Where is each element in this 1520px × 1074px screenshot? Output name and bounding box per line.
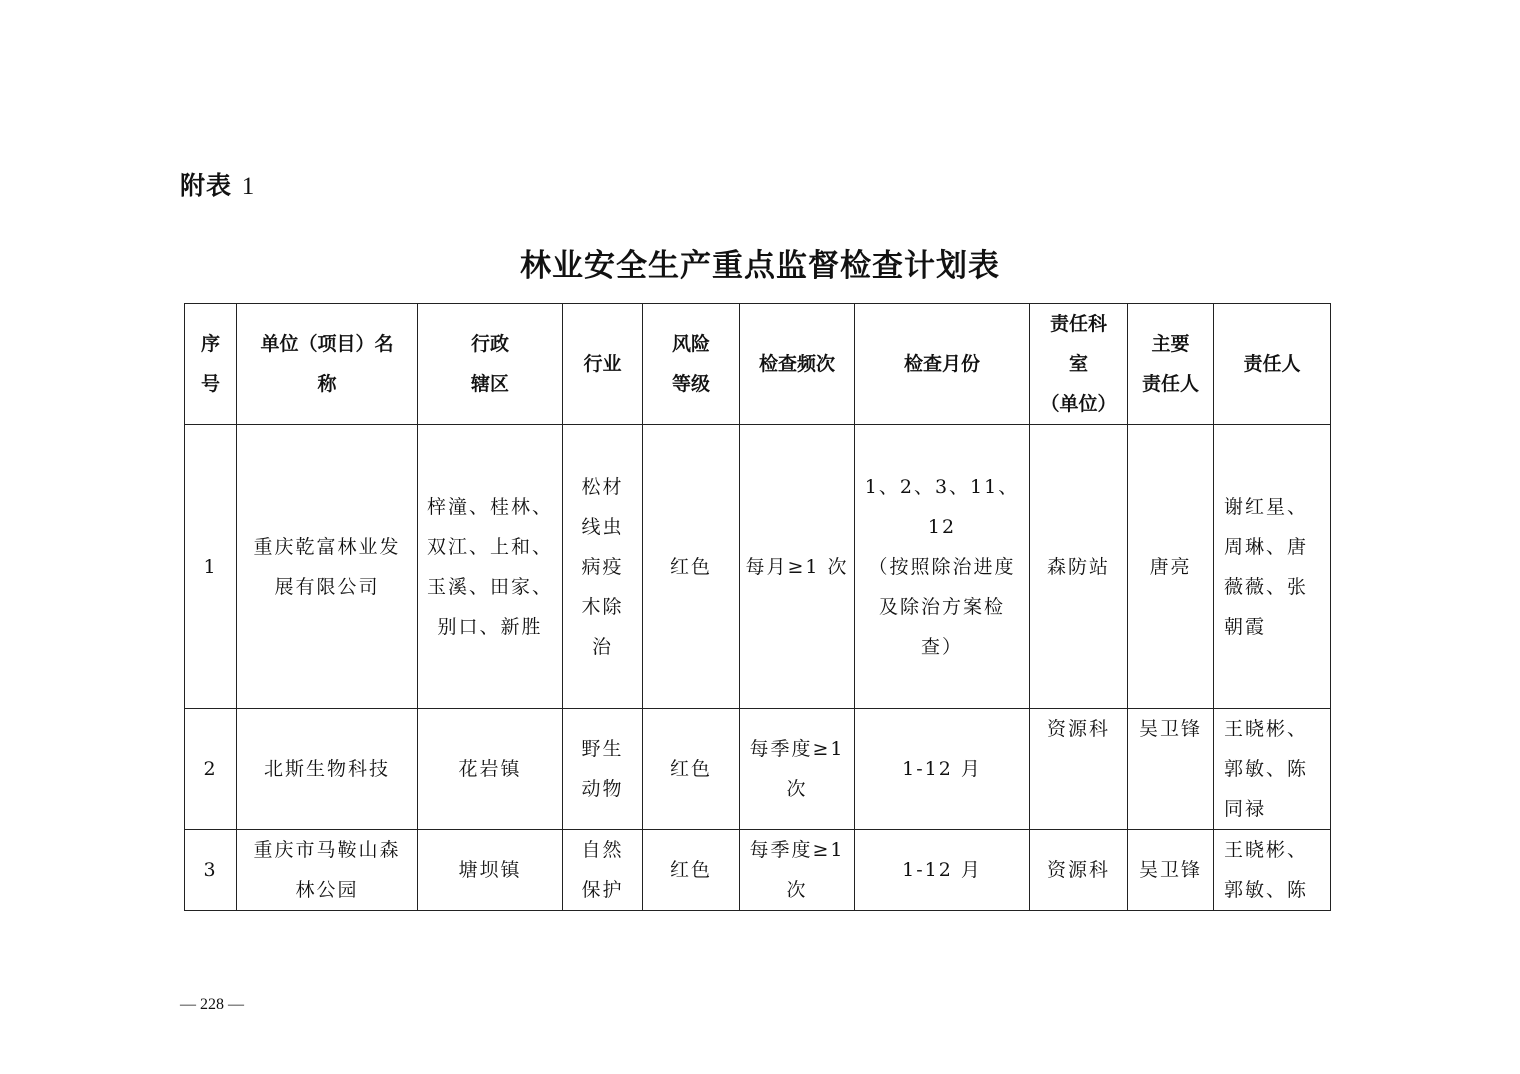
row3-freq [740, 830, 855, 911]
header-unit-line: 称 [317, 373, 337, 395]
header-dept-line: （单位） [1040, 393, 1117, 415]
row1-industry-line: 治 [591, 635, 613, 658]
header-row [185, 304, 1331, 425]
row1-district [418, 425, 563, 709]
header-risk-line: 风险 [671, 333, 710, 355]
row1-month [855, 425, 1030, 709]
row3-industry-line: 保护 [581, 879, 624, 901]
header-risk [643, 304, 740, 425]
row2-district: 花岩镇 [418, 709, 563, 830]
row2-industry [563, 709, 643, 830]
row3-industry [563, 830, 643, 911]
header-seq-line: 序 [200, 333, 220, 355]
header-person: 责任人 [1214, 304, 1331, 425]
row2-person [1214, 709, 1331, 830]
row1-person [1214, 425, 1331, 709]
row1-unit-line: 重庆乾富林业发 [253, 535, 401, 558]
page-title: 林业安全生产重点监督检查计划表 [520, 248, 1000, 284]
row1-month-line: （按照除治进度 [868, 555, 1016, 578]
row3-freq-line: 次 [786, 879, 808, 901]
row1-month-line: 及除治方案检 [878, 595, 1005, 618]
row1-person-line: 朝霞 [1224, 615, 1267, 638]
table-row [185, 709, 1331, 830]
header-dept-line: 室 [1068, 353, 1088, 375]
annex-number: 1 [241, 173, 256, 200]
annex-label-text: 附表 [180, 171, 233, 200]
row3-person [1214, 830, 1331, 911]
row1-industry-line: 病疫 [581, 555, 624, 578]
row1-unit-line: 展有限公司 [274, 575, 380, 598]
row1-district-line: 玉溪、田家、 [426, 575, 553, 598]
row1-industry [563, 425, 643, 709]
row2-freq-line: 次 [786, 778, 808, 800]
row2-unit: 北斯生物科技 [237, 709, 418, 830]
row3-person-line: 王晓彬、 [1224, 839, 1309, 861]
header-dept-line: 责任科 [1049, 313, 1107, 335]
row3-dept: 资源科 [1030, 830, 1128, 911]
row1-person-line: 谢红星、 [1224, 495, 1309, 518]
row3-month: 1-12 月 [855, 830, 1030, 911]
row2-chief: 吴卫锋 [1128, 709, 1214, 830]
header-risk-line: 等级 [671, 373, 710, 395]
table-row [185, 830, 1331, 911]
row1-person-line: 薇薇、张 [1224, 575, 1309, 598]
header-month: 检查月份 [855, 304, 1030, 425]
header-dept [1030, 304, 1128, 425]
inspection-plan-table [184, 303, 1331, 911]
row3-district: 塘坝镇 [418, 830, 563, 911]
row2-person-line: 同禄 [1224, 798, 1267, 820]
header-seq [185, 304, 237, 425]
header-unit-line: 单位（项目）名 [260, 333, 394, 355]
row1-industry-line: 松材 [581, 475, 624, 498]
annex-label [180, 166, 255, 202]
row3-unit-line: 林公园 [295, 879, 359, 901]
row2-person-line: 王晓彬、 [1224, 718, 1309, 740]
row2-risk: 红色 [643, 709, 740, 830]
row3-seq: 3 [185, 830, 237, 911]
row2-person-line: 郭敏、陈 [1224, 758, 1309, 780]
row1-month-line: 查） [920, 635, 963, 658]
header-chief-line: 主要 [1151, 333, 1190, 355]
table-row [185, 425, 1331, 709]
row3-person-line: 郭敏、陈 [1224, 879, 1309, 901]
header-seq-line: 号 [200, 373, 220, 395]
row1-month-line: 1、2、3、11、12 [864, 475, 1020, 538]
row2-freq [740, 709, 855, 830]
row3-chief: 吴卫锋 [1128, 830, 1214, 911]
header-chief [1128, 304, 1214, 425]
row1-seq: 1 [185, 425, 237, 709]
row2-seq: 2 [185, 709, 237, 830]
row3-industry-line: 自然 [581, 839, 624, 861]
row1-chief: 唐亮 [1128, 425, 1214, 709]
row2-freq-line: 每季度≥1 [749, 738, 845, 760]
header-freq: 检查频次 [740, 304, 855, 425]
header-district-line: 辖区 [470, 373, 509, 395]
header-chief-line: 责任人 [1141, 373, 1199, 395]
row3-risk: 红色 [643, 830, 740, 911]
header-district [418, 304, 563, 425]
row1-district-line: 双江、上和、 [426, 535, 553, 558]
row1-person-line: 周琳、唐 [1224, 535, 1309, 558]
header-unit [237, 304, 418, 425]
row1-dept: 森防站 [1030, 425, 1128, 709]
row1-industry-line: 线虫 [581, 515, 624, 538]
row3-freq-line: 每季度≥1 [749, 839, 845, 861]
row2-dept: 资源科 [1030, 709, 1128, 830]
row2-industry-line: 动物 [581, 778, 624, 800]
row2-industry-line: 野生 [581, 738, 624, 760]
row3-unit-line: 重庆市马鞍山森 [253, 839, 401, 861]
row1-freq: 每月≥1 次 [740, 425, 855, 709]
row1-district-line: 别口、新胜 [437, 615, 543, 638]
row2-month: 1-12 月 [855, 709, 1030, 830]
row1-risk: 红色 [643, 425, 740, 709]
row1-unit [237, 425, 418, 709]
page-number: — 228 — [180, 996, 244, 1013]
row1-district-line: 梓潼、桂林、 [426, 495, 553, 518]
header-industry: 行业 [563, 304, 643, 425]
row1-industry-line: 木除 [581, 595, 624, 618]
header-district-line: 行政 [470, 333, 509, 355]
row3-unit [237, 830, 418, 911]
